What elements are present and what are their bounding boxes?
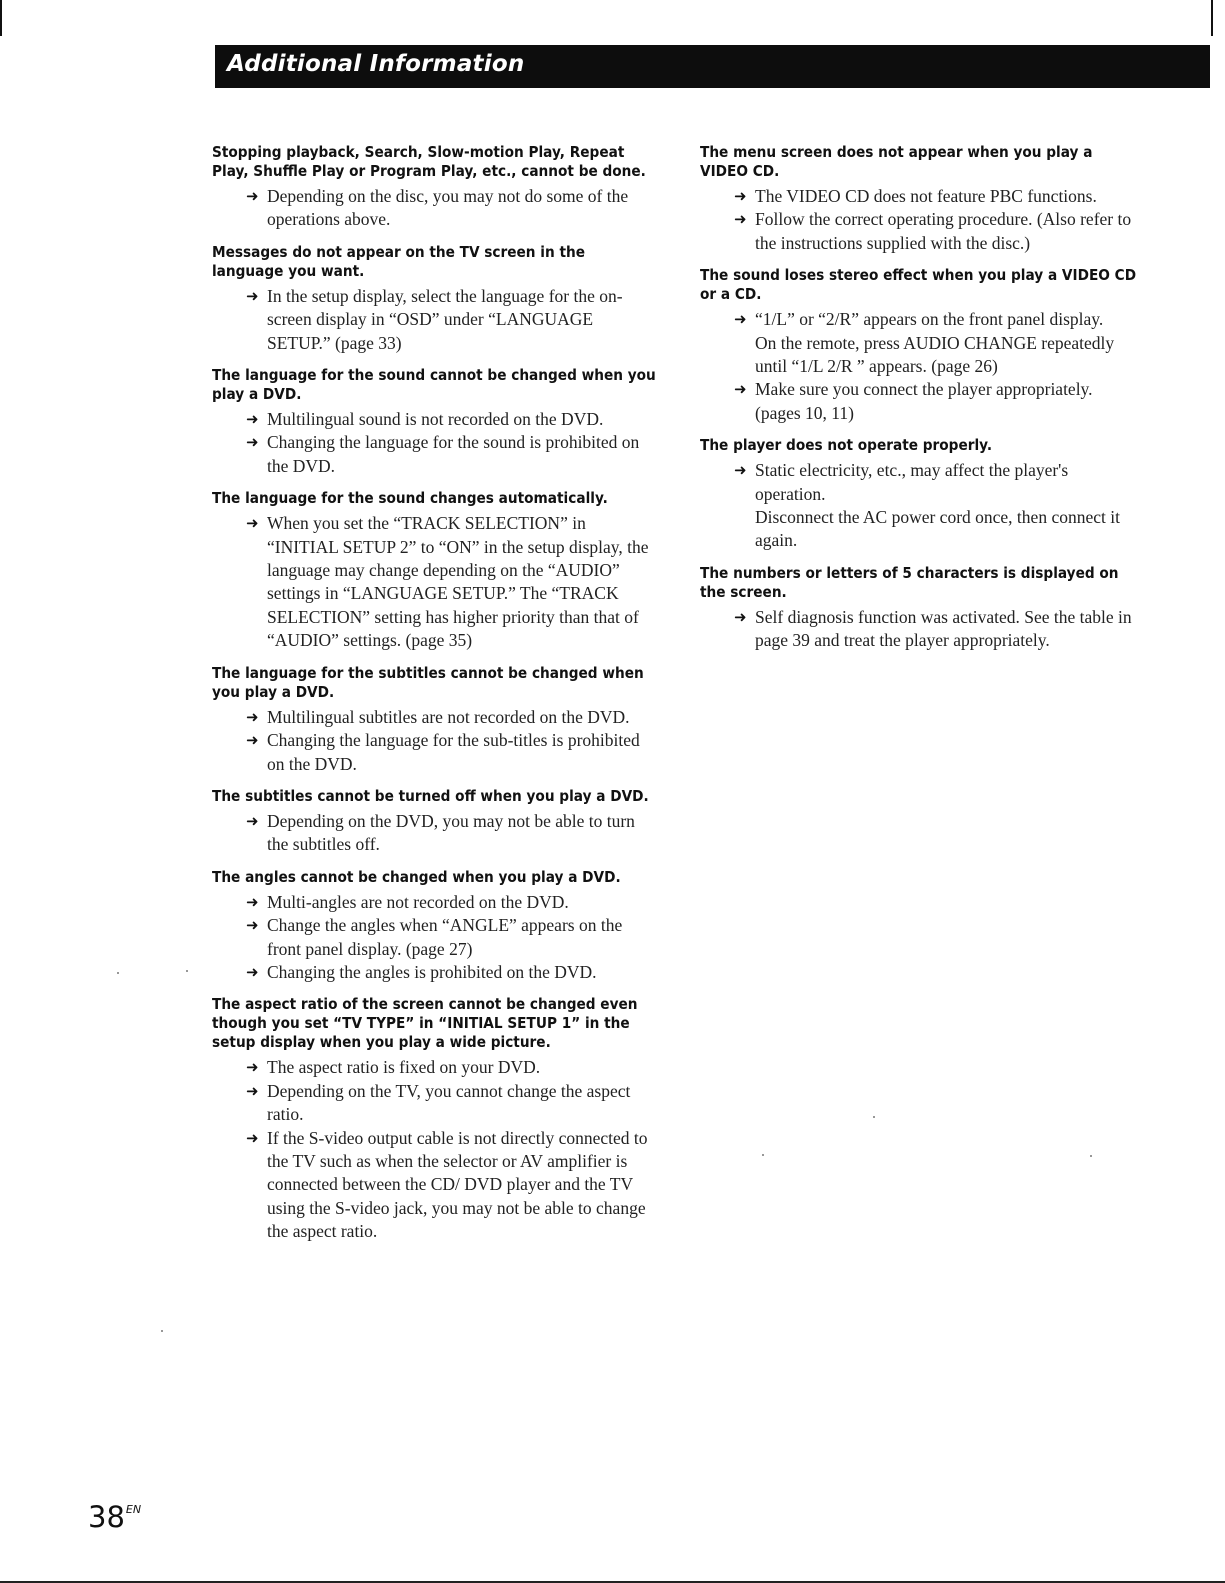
arrow-right-icon: ➜ — [246, 731, 259, 750]
remedy-text-content: Depending on the TV, you cannot change the aspect ratio. — [267, 1080, 631, 1125]
symptom-heading: Messages do not appear on the TV screen in the language you want. — [212, 242, 586, 280]
scan-speck — [117, 972, 119, 974]
remedy-text — [700, 308, 1140, 331]
right-column — [700, 143, 1140, 664]
page-number-suffix: EN — [125, 1503, 142, 1516]
troubleshooting-entry — [212, 995, 660, 1243]
remedy-text — [212, 1080, 660, 1127]
troubleshooting-entry — [212, 664, 660, 776]
symptom-heading: The aspect ratio of the screen cannot be changed even though you set “TV TYPE” in “INITIAL SETUP 1” in the setup display when you play a wide picture. — [212, 995, 638, 1052]
symptom-heading: The numbers or letters of 5 characters is displayed on the screen. — [700, 563, 1119, 601]
troubleshooting-entry — [700, 436, 1140, 553]
symptom-heading: The subtitles cannot be turned off when you play a DVD. — [212, 786, 649, 805]
remedy-text-content: If the S-video output cable is not directly connected to the TV such as when the selector or AV amplifier is connected between the CD/ DVD player and the TV using the S-video jack, you may not be able to change the aspect ratio. — [267, 1127, 648, 1242]
arrow-right-icon: ➜ — [246, 962, 259, 981]
arrow-right-icon: ➜ — [734, 187, 747, 205]
scan-speck — [762, 1154, 764, 1156]
troubleshooting-entry — [212, 489, 660, 652]
remedy-text-content: Static electricity, etc., may affect the player's operation. — [755, 460, 1069, 504]
remedy-text-content: When you set the “TRACK SELECTION” in “INITIAL SETUP 2” to “ON” in the setup display, the language may change depending on the “AUDIO” settings in “LANGUAGE SETUP.” The “TRACK SELECTION” setting has higher priority than that of “AUDIO” settings. (page 35) — [267, 513, 649, 651]
remedy-text-content: In the setup display, select the language for the on-screen display in “OSD” under “LANGUAGE SETUP.” (page 33) — [267, 285, 623, 353]
arrow-right-icon: ➜ — [246, 707, 259, 726]
section-title: Additional Information — [227, 51, 525, 77]
arrow-right-icon: ➜ — [246, 811, 259, 830]
remedy-text-content: Disconnect the AC power cord once, then connect it again. — [755, 507, 1120, 551]
remedy-text — [212, 512, 660, 652]
arrow-right-icon: ➜ — [246, 514, 259, 533]
remedy-text-content: Self diagnosis function was activated. See the table in page 39 and treat the player appropriately. — [755, 606, 1132, 651]
remedy-text-content: Depending on the DVD, you may not be able to turn the subtitles off. — [267, 810, 635, 855]
remedy-text — [212, 706, 660, 729]
remedy-text-content: Changing the language for the sound is prohibited on the DVD. — [267, 432, 640, 476]
remedy-text — [212, 961, 660, 984]
symptom-heading: The language for the sound changes automatically. — [212, 489, 608, 508]
remedy-text — [212, 1056, 660, 1079]
remedy-text — [700, 332, 1140, 379]
arrow-right-icon: ➜ — [246, 410, 259, 429]
scan-speck — [161, 1330, 163, 1332]
remedy-text — [212, 431, 660, 478]
remedy-text — [212, 408, 660, 431]
remedy-text — [212, 1127, 660, 1244]
symptom-heading: The angles cannot be changed when you play a DVD. — [212, 867, 621, 886]
remedy-text — [212, 810, 660, 857]
arrow-right-icon: ➜ — [734, 210, 747, 229]
scan-speck — [873, 1116, 875, 1118]
arrow-right-icon: ➜ — [246, 286, 259, 305]
remedy-text-content: Change the angles when “ANGLE” appears on the front panel display. (page 27) — [267, 915, 623, 959]
arrow-right-icon: ➜ — [246, 433, 259, 452]
remedy-text-content: Make sure you connect the player appropriately. (pages 10, 11) — [755, 379, 1093, 423]
remedy-text-content: The VIDEO CD does not feature PBC functions. — [755, 186, 1097, 206]
arrow-right-icon: ➜ — [734, 310, 747, 329]
symptom-heading: The menu screen does not appear when you play a VIDEO CD. — [700, 143, 1093, 180]
scan-edge-left — [0, 0, 2, 36]
arrow-right-icon: ➜ — [246, 916, 259, 935]
scan-speck — [1090, 1155, 1092, 1157]
symptom-heading: The language for the subtitles cannot be changed when you play a DVD. — [212, 663, 644, 701]
arrow-right-icon: ➜ — [246, 1058, 259, 1077]
remedy-text — [700, 606, 1140, 653]
remedy-text-content: Changing the language for the sub-titles is prohibited on the DVD. — [267, 730, 640, 774]
arrow-right-icon: ➜ — [246, 187, 259, 205]
arrow-right-icon: ➜ — [246, 892, 259, 911]
remedy-text — [700, 208, 1140, 255]
remedy-text — [212, 185, 660, 232]
arrow-right-icon: ➜ — [734, 461, 747, 480]
symptom-heading: The sound loses stereo effect when you play a VIDEO CD or a CD. — [700, 266, 1137, 304]
symptom-heading: The language for the sound cannot be changed when you play a DVD. — [212, 366, 656, 404]
remedy-text-content: Follow the correct operating procedure. (Also refer to the instructions supplied with the disc.) — [755, 209, 1132, 253]
troubleshooting-entry — [212, 787, 660, 857]
left-column — [212, 143, 660, 1255]
troubleshooting-entry — [212, 143, 660, 232]
page-number-value: 38 — [88, 1500, 125, 1534]
remedy-text-content: Multilingual sound is not recorded on the DVD. — [267, 409, 604, 430]
remedy-text-content: Depending on the disc, you may not do some of the operations above. — [267, 186, 629, 230]
remedy-text-content: The aspect ratio is fixed on your DVD. — [267, 1057, 541, 1078]
symptom-heading: Stopping playback, Search, Slow-motion Play, Repeat Play, Shuffle Play or Program Play, etc., cannot be done. — [212, 143, 646, 180]
troubleshooting-entry — [700, 143, 1140, 255]
remedy-text — [700, 185, 1140, 208]
remedy-text-content: Multilingual subtitles are not recorded on the DVD. — [267, 706, 630, 727]
troubleshooting-entry — [700, 266, 1140, 425]
troubleshooting-entry — [212, 243, 660, 355]
remedy-text — [212, 285, 660, 355]
arrow-right-icon: ➜ — [734, 607, 747, 626]
remedy-text-content: Changing the angles is prohibited on the DVD. — [267, 961, 597, 982]
page-number — [88, 1500, 141, 1534]
arrow-right-icon: ➜ — [734, 380, 747, 399]
symptom-heading: The player does not operate properly. — [700, 436, 993, 455]
scan-speck — [186, 970, 188, 972]
remedy-text — [212, 914, 660, 961]
remedy-text-content: On the remote, press AUDIO CHANGE repeatedly until “1/L 2/R ” appears. (page 26) — [755, 332, 1115, 377]
remedy-text-content: “1/L” or “2/R” appears on the front panel display. — [755, 309, 1104, 330]
remedy-text — [700, 506, 1140, 553]
remedy-text — [212, 891, 660, 914]
arrow-right-icon: ➜ — [246, 1128, 259, 1147]
remedy-text-content: Multi-angles are not recorded on the DVD. — [267, 891, 569, 912]
remedy-text — [700, 378, 1140, 425]
troubleshooting-entry — [700, 564, 1140, 653]
scan-edge-right — [1211, 0, 1213, 36]
arrow-right-icon: ➜ — [246, 1081, 259, 1100]
section-header-bar — [215, 45, 1210, 88]
remedy-text — [212, 729, 660, 776]
remedy-text — [700, 459, 1140, 506]
troubleshooting-entry — [212, 366, 660, 478]
troubleshooting-entry — [212, 868, 660, 985]
